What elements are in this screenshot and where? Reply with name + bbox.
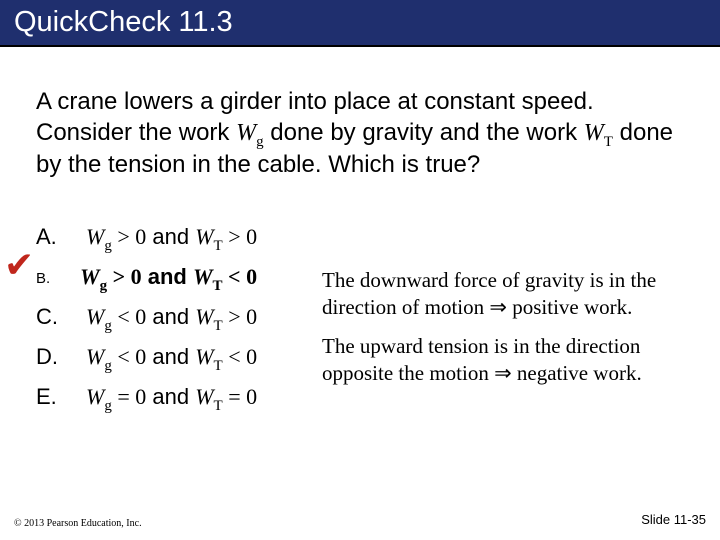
- option-e-rel2: = 0: [222, 384, 258, 409]
- option-d-w: W: [86, 344, 105, 369]
- option-a-text[interactable]: [86, 224, 258, 254]
- option-b-letter: B.: [36, 270, 51, 287]
- option-d-sub2: T: [213, 358, 223, 374]
- option-e-and: and: [146, 384, 196, 409]
- option-e-w: W: [86, 384, 105, 409]
- option-e-sub1: g: [104, 398, 112, 414]
- option-b-sub1: g: [99, 278, 108, 294]
- explanation-tension: The upward tension is in the direction opposite the motion ⇒ negative work.: [322, 334, 642, 385]
- question-part-3: done by the tension in the cable. Which is true?: [36, 119, 674, 178]
- option-a-letter: A.: [36, 224, 57, 249]
- option-b-rel2: < 0: [222, 264, 258, 289]
- copyright-text: © 2013 Pearson Education, Inc.: [14, 518, 142, 529]
- option-e-text[interactable]: [86, 384, 258, 414]
- correct-check-icon: ✔: [4, 245, 35, 286]
- question-sub-2: T: [603, 134, 613, 150]
- option-e-sub2: T: [213, 398, 223, 414]
- option-e-rel1: = 0: [111, 384, 147, 409]
- option-c-text[interactable]: [86, 304, 258, 334]
- option-b-w2: W: [192, 264, 213, 289]
- option-c-w2: W: [195, 304, 214, 329]
- option-d-rel1: < 0: [111, 344, 147, 369]
- option-e-letter: E.: [36, 384, 57, 409]
- slide-title: QuickCheck 11.3: [14, 6, 233, 38]
- option-b-text[interactable]: [80, 264, 258, 294]
- question-var-2: W: [583, 120, 604, 146]
- slide-number: Slide 11-35: [641, 512, 706, 527]
- explanation-gravity: The downward force of gravity is in the direction of motion ⇒ positive work.: [322, 268, 657, 319]
- option-b-sub2: T: [212, 278, 223, 294]
- option-d-w2: W: [195, 344, 214, 369]
- option-b-w: W: [80, 264, 100, 289]
- option-e-w2: W: [195, 384, 214, 409]
- option-a-rel2: > 0: [222, 224, 258, 249]
- question-var-1: W: [236, 120, 257, 146]
- option-a-and: and: [146, 224, 196, 249]
- option-b-rel1: > 0: [107, 264, 142, 289]
- option-a-w: W: [86, 224, 105, 249]
- option-a-sub2: T: [213, 238, 223, 254]
- option-d-rel2: < 0: [222, 344, 258, 369]
- option-c-sub1: g: [104, 318, 112, 334]
- question-part-2: done by gravity and the work: [263, 119, 584, 146]
- option-c-w: W: [86, 304, 105, 329]
- option-c-letter: C.: [36, 304, 58, 329]
- option-a-rel1: > 0: [111, 224, 147, 249]
- option-d-text[interactable]: [86, 344, 258, 374]
- option-c-sub2: T: [213, 318, 223, 334]
- option-a-w2: W: [195, 224, 214, 249]
- question-part-1: A crane lowers a girder into place at constant speed. Consider the work: [36, 88, 594, 146]
- option-b-and: and: [141, 264, 193, 289]
- question-text: [36, 86, 696, 180]
- option-c-rel2: > 0: [222, 304, 258, 329]
- question-sub-1: g: [256, 134, 264, 150]
- option-d-and: and: [146, 344, 196, 369]
- option-a-sub1: g: [104, 238, 112, 254]
- option-d-sub1: g: [104, 358, 112, 374]
- option-c-and: and: [146, 304, 196, 329]
- title-bar: [0, 0, 720, 47]
- option-d-letter: D.: [36, 344, 58, 369]
- option-c-rel1: < 0: [111, 304, 147, 329]
